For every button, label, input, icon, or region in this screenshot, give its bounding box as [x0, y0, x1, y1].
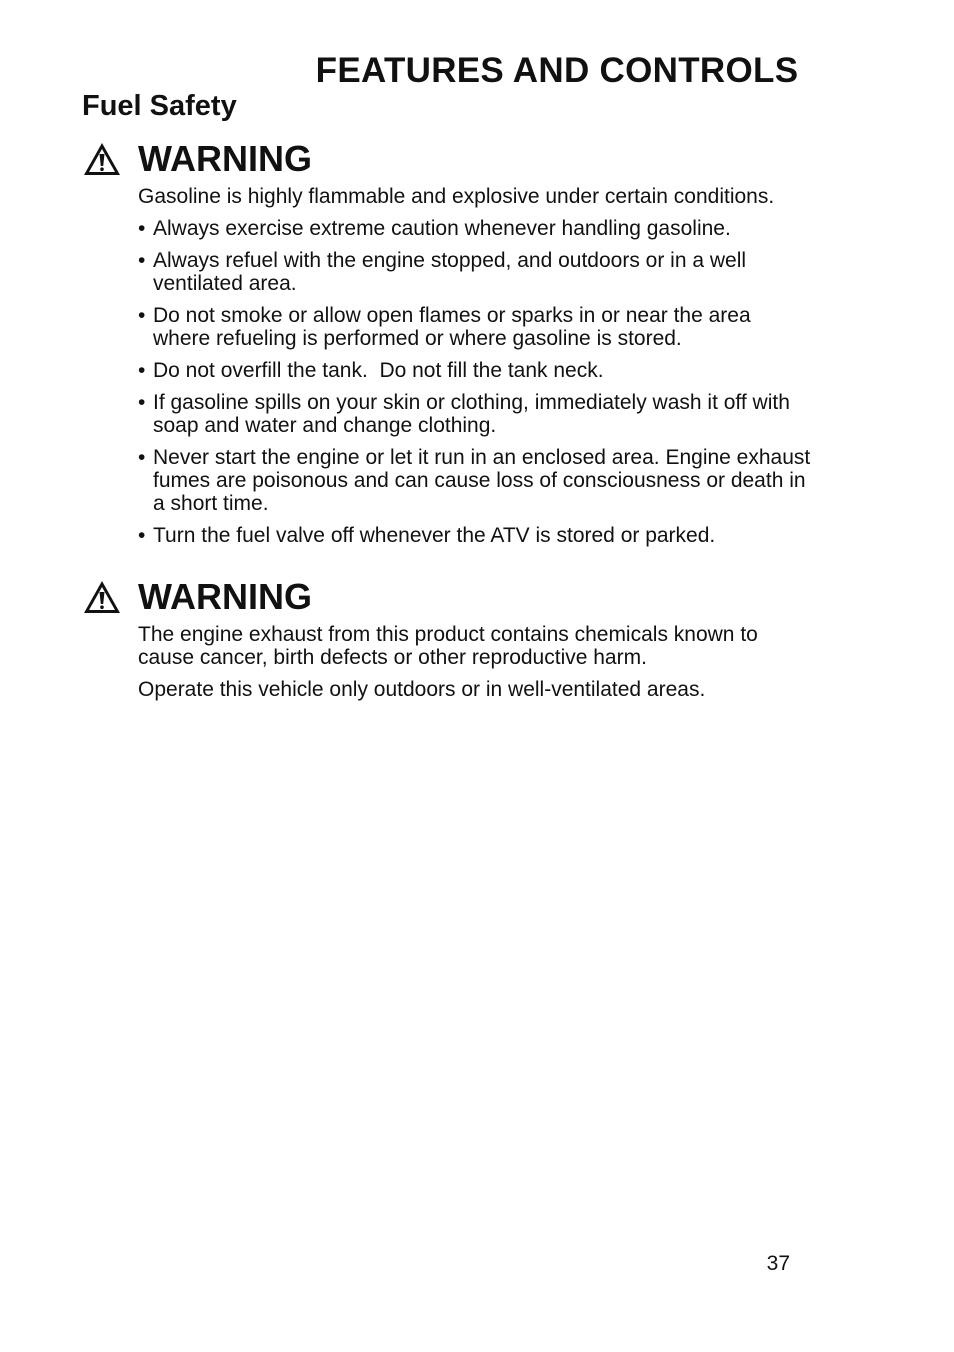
warning-triangle-icon — [82, 141, 122, 177]
bullet-glyph: • — [138, 217, 146, 240]
list-item: • Always exercise extreme caution whenever handling gasoline. — [138, 217, 731, 240]
bullet-glyph: • — [138, 391, 146, 414]
list-item: • Always refuel with the engine stopped, and outdoors or in a well ventilated area. — [138, 249, 747, 295]
bullet-list — [138, 217, 812, 547]
section-title: Fuel Safety — [82, 90, 237, 122]
warning-block-fuel — [82, 136, 812, 547]
warning-body — [82, 185, 812, 547]
bullet-glyph: • — [138, 359, 146, 382]
warning-paragraph: Operate this vehicle only outdoors or in well-ventilated areas. — [138, 678, 706, 701]
warning-label: WARNING — [138, 138, 312, 179]
list-item: • Do not overfill the tank. Do not fill the tank neck. — [138, 359, 604, 382]
warning-block-exhaust — [82, 574, 812, 701]
warning-intro: Gasoline is highly flammable and explosive under certain conditions. — [138, 185, 775, 208]
warning-body — [82, 623, 812, 701]
list-item: • Never start the engine or let it run in an enclosed area. Engine exhaust fumes are poisonous and can cause loss of consciousness or death in a short time. — [138, 446, 811, 515]
bullet-glyph: • — [138, 249, 146, 272]
warning-triangle-icon — [82, 579, 122, 615]
warning-label: WARNING — [138, 576, 312, 617]
page-title: FEATURES AND CONTROLS — [315, 51, 799, 90]
bullet-glyph: • — [138, 304, 146, 327]
list-item: • Turn the fuel valve off whenever the ATV is stored or parked. — [138, 524, 716, 547]
bullet-glyph: • — [138, 524, 146, 547]
bullet-glyph: • — [138, 446, 146, 469]
warning-header — [82, 574, 812, 620]
warning-header — [82, 136, 812, 182]
list-item: • If gasoline spills on your skin or clothing, immediately wash it off with soap and water and change clothing. — [138, 391, 790, 437]
list-item: • Do not smoke or allow open flames or sparks in or near the area where refueling is performed or where gasoline is stored. — [138, 304, 751, 350]
page-number: 37 — [766, 1252, 790, 1275]
warning-paragraph: The engine exhaust from this product contains chemicals known to cause cancer, birth defects or other reproductive harm. — [138, 623, 758, 669]
